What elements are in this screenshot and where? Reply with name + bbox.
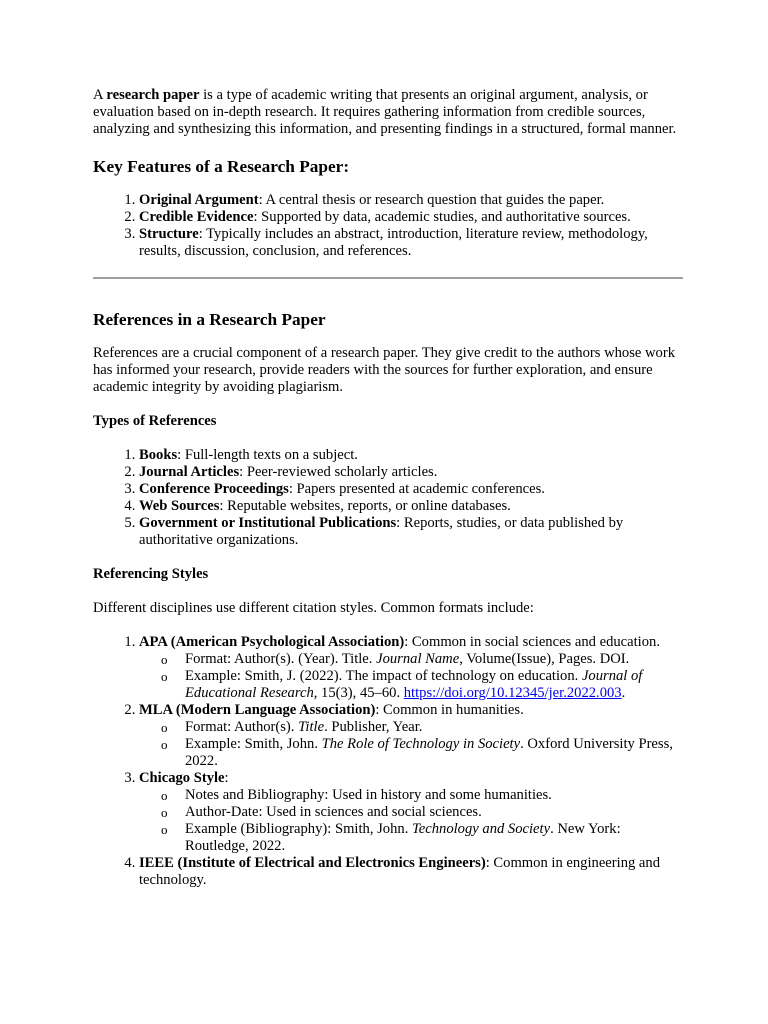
item-text: : Peer-reviewed scholarly articles.: [239, 464, 438, 480]
item-text: : Papers presented at academic conferences.: [288, 481, 545, 497]
item-term: Books: [139, 447, 178, 463]
item-term: MLA (Modern Language Association): [139, 702, 376, 718]
list-item-chicago: [139, 770, 683, 855]
list-item: [139, 481, 683, 498]
references-heading: References in a Research Paper: [93, 310, 326, 329]
item-term: APA (American Psychological Association): [139, 634, 405, 650]
item-term: Credible Evidence: [139, 209, 254, 225]
sub-item: o Format: Author(s). Title. Publisher, Year.: [185, 719, 683, 736]
list-item: [139, 209, 683, 226]
doi-link[interactable]: https://doi.org/10.12345/jer.2022.003: [403, 685, 622, 701]
item-text: : Common in engineering and technology.: [139, 855, 661, 888]
list-item-mla: [139, 702, 683, 770]
item-term: Conference Proceedings: [139, 481, 289, 497]
sub-item: o Example: Smith, John. The Role of Technology in Society. Oxford University Press, 2022.: [185, 736, 683, 770]
sub-list: [139, 719, 683, 770]
sub-item: o Example (Bibliography): Smith, John. Technology and Society. New York: Routledge, 2022.: [185, 821, 683, 855]
horizontal-divider: [93, 277, 683, 279]
sub-item: o Example: Smith, J. (2022). The impact of technology on education. Journal of Educational Research, 15(3), 45–60. https://doi.org/10.12345/jer.2022.003.: [185, 668, 683, 702]
item-text: : A central thesis or research question that guides the paper.: [258, 192, 605, 208]
key-features-heading: Key Features of a Research Paper:: [93, 157, 350, 176]
list-item-ieee: [139, 855, 683, 889]
types-heading: Types of References: [93, 413, 217, 429]
sub-list: [139, 787, 683, 855]
styles-list: [93, 634, 683, 889]
styles-heading: Referencing Styles: [93, 566, 209, 582]
item-text: : Reports, studies, or data published by authoritative organizations.: [139, 515, 624, 548]
document-page: [93, 87, 683, 889]
types-list: [93, 447, 683, 549]
list-item: [139, 464, 683, 481]
styles-intro: Different disciplines use different citation styles. Common formats include:: [93, 600, 534, 616]
intro-term: research paper: [106, 87, 200, 103]
item-term: Chicago Style: [139, 770, 225, 786]
item-term: Government or Institutional Publications: [139, 515, 397, 531]
item-term: Structure: [139, 226, 199, 242]
sub-item: o Notes and Bibliography: Used in history and some humanities.: [185, 787, 683, 804]
list-item: [139, 498, 683, 515]
item-term: Journal Articles: [139, 464, 240, 480]
references-intro: References are a crucial component of a research paper. They give credit to the authors whose work has informed your research, provide readers with the sources for further exploration, and ensure academic integrity by avoiding plagiarism.: [93, 345, 676, 395]
intro-text: is a type of academic writing that presents an original argument, analysis, or evaluation based on in-depth research. It requires gathering information from credible sources, analyzing and synthesizing this information, and presenting findings in a structured, formal manner.: [93, 87, 677, 137]
sub-item: o Author-Date: Used in sciences and social sciences.: [185, 804, 683, 821]
key-features-list: [93, 192, 683, 260]
item-text: : Reputable websites, reports, or online databases.: [219, 498, 511, 514]
intro-paragraph: [93, 87, 683, 138]
list-item: [139, 226, 683, 260]
item-text: :: [224, 770, 229, 786]
sub-list: [139, 651, 683, 702]
intro-lead: A: [93, 87, 107, 103]
list-item: [139, 515, 683, 549]
item-text: : Supported by data, academic studies, and authoritative sources.: [253, 209, 631, 225]
item-term: Original Argument: [139, 192, 259, 208]
item-term: Web Sources: [139, 498, 220, 514]
sub-item: o Format: Author(s). (Year). Title. Journal Name, Volume(Issue), Pages. DOI.: [185, 651, 683, 668]
list-item: [139, 192, 683, 209]
item-term: IEEE (Institute of Electrical and Electronics Engineers): [139, 855, 486, 871]
item-text: : Full-length texts on a subject.: [177, 447, 358, 463]
item-text: : Typically includes an abstract, introduction, literature review, methodology, results, discussion, conclusion, and references.: [139, 226, 648, 259]
list-item-apa: [139, 634, 683, 702]
item-text: : Common in humanities.: [375, 702, 524, 718]
item-text: : Common in social sciences and education.: [404, 634, 660, 650]
list-item: [139, 447, 683, 464]
